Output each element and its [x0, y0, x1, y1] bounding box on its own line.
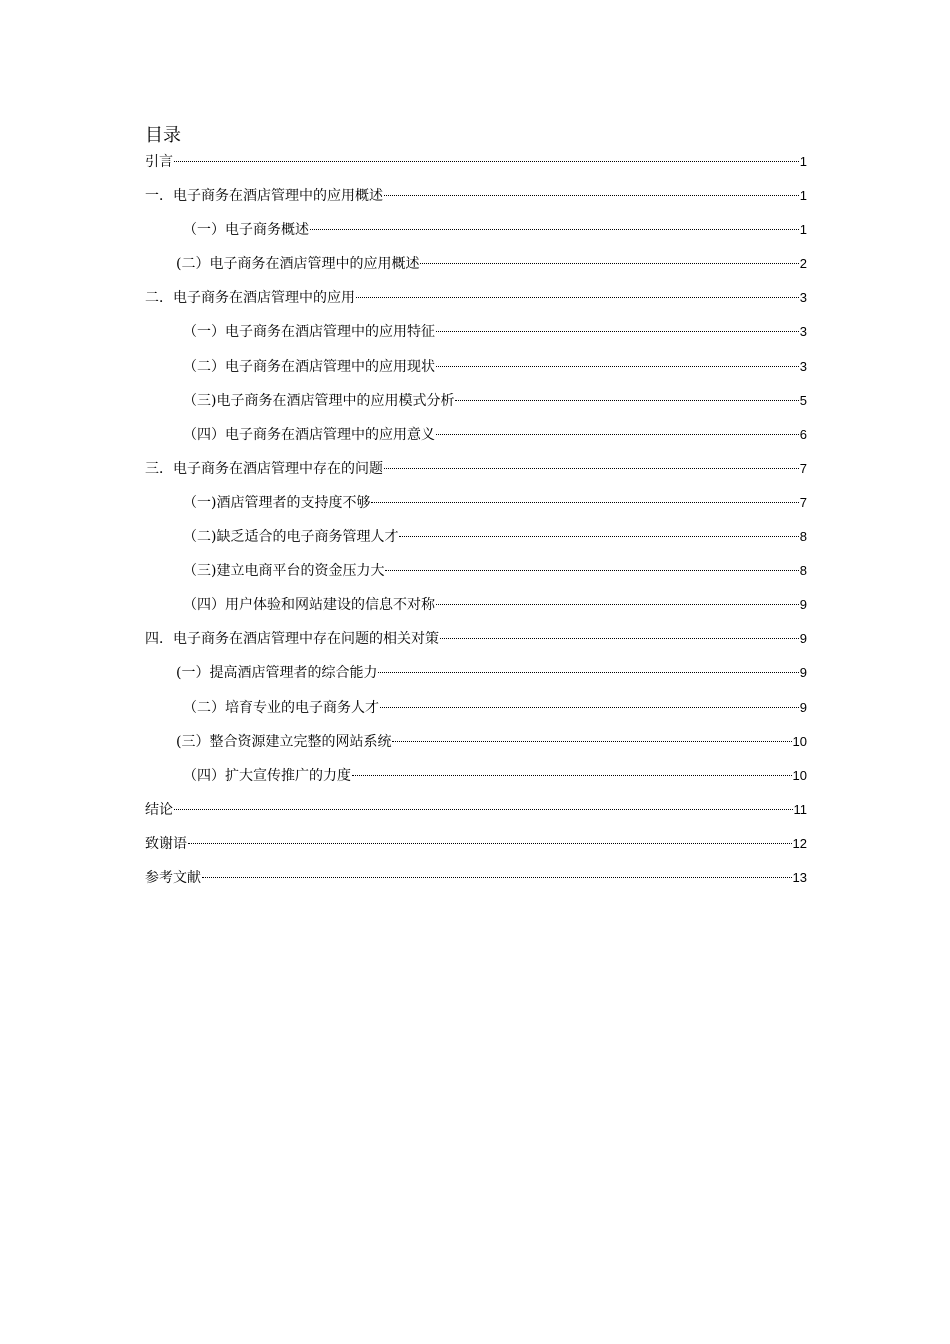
toc-entry[interactable] — [145, 866, 807, 900]
toc-leader-dots — [356, 297, 799, 298]
toc-page-number: 8 — [799, 529, 807, 545]
toc-entry[interactable] — [145, 423, 807, 457]
toc-entry[interactable] — [145, 218, 807, 252]
toc-entry-text[interactable]: 二．电子商务在酒店管理中的应用 — [145, 290, 355, 307]
toc-entry-text[interactable]: （一）电子商务在酒店管理中的应用特征 — [183, 324, 435, 341]
table-of-contents — [145, 150, 807, 900]
toc-leader-dots — [392, 741, 791, 742]
toc-page-number: 10 — [792, 733, 807, 749]
toc-page-number: 1 — [799, 154, 807, 169]
toc-entry[interactable] — [145, 320, 807, 354]
toc-entry-text[interactable]: （四）用户体验和网站建设的信息不对称 — [183, 597, 435, 614]
toc-entry[interactable] — [145, 627, 807, 661]
toc-entry[interactable] — [145, 184, 807, 218]
toc-leader-dots — [202, 877, 792, 878]
toc-entry-text[interactable]: 四．电子商务在酒店管理中存在问题的相关对策 — [145, 631, 439, 648]
toc-leader-dots — [436, 366, 799, 367]
toc-page-number: 9 — [799, 665, 807, 681]
toc-entry-text[interactable]: （三)建立电商平台的资金压力大 — [183, 563, 385, 580]
toc-entry-text[interactable]: (三）整合资源建立完整的网站系统 — [176, 733, 392, 750]
toc-page-number: 6 — [799, 426, 807, 442]
toc-leader-dots — [174, 809, 793, 810]
toc-page-number: 1 — [799, 188, 807, 204]
toc-page-number: 3 — [799, 290, 807, 306]
toc-entry-text[interactable]: （二)缺乏适合的电子商务管理人才 — [183, 529, 399, 546]
toc-leader-dots — [440, 638, 799, 639]
toc-leader-dots — [420, 263, 798, 264]
toc-entry[interactable] — [145, 389, 807, 423]
toc-leader-dots — [310, 229, 799, 230]
toc-entry[interactable] — [145, 764, 807, 798]
toc-leader-dots — [174, 161, 799, 162]
toc-entry[interactable] — [145, 730, 807, 764]
toc-entry[interactable] — [145, 252, 807, 286]
toc-entry-text[interactable]: （一)酒店管理者的支持度不够 — [183, 494, 371, 511]
toc-entry-text[interactable]: （四）扩大宣传推广的力度 — [183, 767, 351, 784]
toc-entry[interactable] — [145, 593, 807, 627]
toc-entry[interactable] — [145, 286, 807, 320]
toc-entry-text[interactable]: （四）电子商务在酒店管理中的应用意义 — [183, 426, 435, 443]
toc-page-number: 11 — [793, 801, 807, 817]
toc-title: 目录 — [145, 125, 181, 146]
toc-entry-text[interactable]: 三．电子商务在酒店管理中存在的问题 — [145, 460, 383, 477]
toc-entry-text[interactable]: (一）提高酒店管理者的综合能力 — [176, 665, 378, 682]
toc-page-number: 12 — [792, 835, 807, 851]
toc-leader-dots — [371, 502, 798, 503]
toc-leader-dots — [455, 400, 798, 401]
toc-page-number: 9 — [799, 699, 807, 715]
toc-entry[interactable] — [145, 457, 807, 491]
toc-entry-text[interactable]: 一．电子商务在酒店管理中的应用概述 — [145, 188, 383, 205]
toc-leader-dots — [188, 843, 792, 844]
toc-page-number: 10 — [792, 767, 807, 783]
toc-page-number: 9 — [799, 631, 807, 647]
toc-entry[interactable] — [145, 832, 807, 866]
toc-page-number: 7 — [799, 494, 807, 510]
toc-page-number: 5 — [799, 392, 807, 408]
toc-entry-text[interactable]: （一）电子商务概述 — [183, 222, 309, 239]
toc-page-number: 1 — [799, 222, 807, 238]
toc-entry[interactable] — [145, 150, 807, 184]
toc-entry-text[interactable]: （三)电子商务在酒店管理中的应用模式分析 — [183, 392, 455, 409]
toc-entry-text[interactable]: 引言 — [145, 154, 173, 170]
toc-page-number: 2 — [799, 256, 807, 272]
toc-page-number: 3 — [799, 358, 807, 374]
toc-entry-text[interactable]: 结论 — [145, 801, 173, 818]
toc-entry-text[interactable]: （二）电子商务在酒店管理中的应用现状 — [183, 358, 435, 375]
toc-entry[interactable] — [145, 525, 807, 559]
toc-entry[interactable] — [145, 355, 807, 389]
toc-page-number: 13 — [792, 869, 807, 885]
toc-leader-dots — [436, 604, 799, 605]
toc-leader-dots — [436, 331, 799, 332]
toc-entry[interactable] — [145, 661, 807, 695]
toc-leader-dots — [380, 707, 799, 708]
toc-leader-dots — [352, 775, 792, 776]
toc-entry-text[interactable]: 致谢语 — [145, 835, 187, 852]
toc-entry-text[interactable]: （二）培育专业的电子商务人才 — [183, 699, 379, 716]
toc-entry-text[interactable]: 参考文献 — [145, 869, 201, 886]
toc-leader-dots — [436, 434, 799, 435]
toc-entry[interactable] — [145, 491, 807, 525]
toc-entry[interactable] — [145, 559, 807, 593]
toc-leader-dots — [378, 672, 798, 673]
toc-entry-text[interactable]: (二）电子商务在酒店管理中的应用概述 — [176, 256, 420, 273]
toc-leader-dots — [384, 195, 799, 196]
toc-leader-dots — [385, 570, 798, 571]
toc-leader-dots — [399, 536, 798, 537]
toc-page-number: 8 — [799, 563, 807, 579]
toc-entry[interactable] — [145, 798, 807, 832]
toc-leader-dots — [384, 468, 799, 469]
toc-page-number: 3 — [799, 324, 807, 340]
toc-entry[interactable] — [145, 696, 807, 730]
toc-page-number: 9 — [799, 597, 807, 613]
toc-page-number: 7 — [799, 460, 807, 476]
